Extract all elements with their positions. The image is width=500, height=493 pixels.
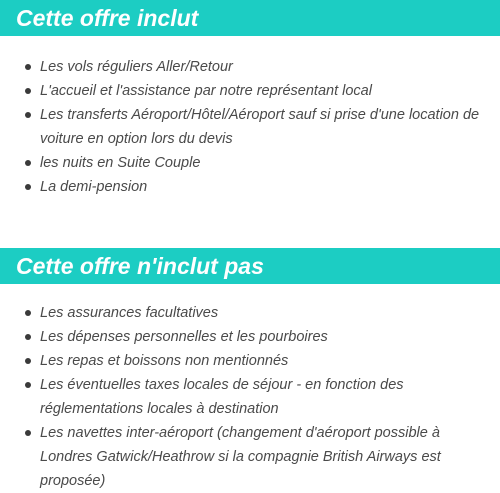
list-item xyxy=(0,373,500,421)
list-item xyxy=(0,151,500,175)
list-item-text: Les vols réguliers Aller/Retour xyxy=(40,59,233,75)
list-item xyxy=(0,55,500,79)
list-item-text: Les éventuelles taxes locales de séjour - en fonction des réglementations locales à destination xyxy=(40,377,404,417)
included-title: Cette offre inclut xyxy=(16,4,199,31)
list-item xyxy=(0,349,500,373)
list-item-text: Les navettes inter-aéroport (changement d'aéroport possible à Londres Gatwick/Heathrow si la compagnie British Airways est proposée) xyxy=(40,425,441,489)
bullet-icon xyxy=(25,334,31,340)
list-item xyxy=(0,325,500,349)
bullet-icon xyxy=(25,88,31,94)
included-section-header xyxy=(0,0,500,36)
list-item xyxy=(0,103,500,151)
list-item-text: les nuits en Suite Couple xyxy=(40,155,201,171)
list-item-text: Les dépenses personnelles et les pourboires xyxy=(40,329,328,345)
list-item-text: Les assurances facultatives xyxy=(40,305,219,321)
list-item xyxy=(0,301,500,325)
excluded-section-header xyxy=(0,248,500,284)
included-list xyxy=(0,55,500,199)
list-item xyxy=(0,421,500,493)
bullet-icon xyxy=(25,184,31,190)
list-item-text: Les repas et boissons non mentionnés xyxy=(40,353,289,369)
bullet-icon xyxy=(25,160,31,166)
bullet-icon xyxy=(25,112,31,118)
bullet-icon xyxy=(25,358,31,364)
bullet-icon xyxy=(25,382,31,388)
excluded-title: Cette offre n'inclut pas xyxy=(16,252,264,279)
bullet-icon xyxy=(25,430,31,436)
list-item-text: L'accueil et l'assistance par notre représentant local xyxy=(40,83,372,99)
list-item xyxy=(0,79,500,103)
bullet-icon xyxy=(25,310,31,316)
bullet-icon xyxy=(25,64,31,70)
list-item-text: La demi-pension xyxy=(40,179,148,195)
list-item xyxy=(0,175,500,199)
list-item-text: Les transferts Aéroport/Hôtel/Aéroport sauf si prise d'une location de voiture en option lors du devis xyxy=(40,107,480,147)
excluded-list xyxy=(0,301,500,493)
